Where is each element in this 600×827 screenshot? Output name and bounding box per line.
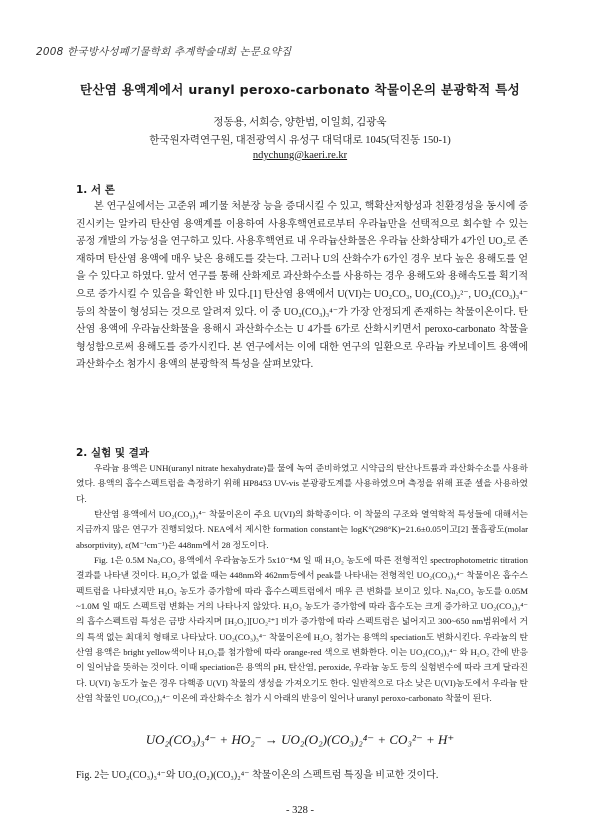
equation-text: UO₂(CO₃)₃⁴⁻ + HO₂⁻ → UO₂(O₂)(CO₃)₂⁴⁻ + CO₃²⁻ + H⁺ [145, 732, 455, 747]
affiliation: 한국원자력연구원, 대전광역시 유성구 대덕대로 1045(덕진동 150-1) [149, 135, 451, 146]
paper-title: 탄산염 용액계에서 uranyl peroxo-carbonato 착물이온의 분광학적 특성 [80, 82, 520, 97]
conference-header: 2008 한국방사성폐기물학회 추계학술대회 논문요약집 [36, 46, 292, 58]
fig2-caption-text [76, 766, 528, 781]
methods-paragraph-1: 우라늄 용액은 UNH(uranyl nitrate hexahydrate)를 물에 녹여 준비하였고 시약급의 탄산나트륨과 과산화수소를 사용하였다. 용액의 흡수스펙트럼을 측정하기 위해 HP8453 UV-vis 분광광도계를 사용하였으며 측정을 위해 표준 셀을 사용하였다. [76, 463, 528, 504]
intro-paragraph: 본 연구실에서는 고준위 폐기물 처분장 능을 증대시킬 수 있고, 핵확산저항성과 친환경성을 동시에 증진시키는 알카리 탄산염 용액계를 이용하여 사용후핵연료로부터 우라늄만을 선택적으로 회수할 수 있는 공정 개발의 가능성을 연구하고 있다. 사용후핵연료 내 우라늄산화물은 우라늄 산화상태가 4가인 UO₂로 존재하며 탄산염 용액에 매우 낮은 용해도를 갖는다. 그러나 U의 산화수가 6가인 경우 보다 높은 용해도를 얻을 수 있다고 하였다. 앞서 연구를 통해 산화제로 과산화수소를 사용하는 경우 용해도와 용해속도를 획기적으로 증가시킬 수 있음을 확인한 바 있다.[1] 탄산염 용액에서 U(VI)는 UO₂CO₃, UO₂(CO₃)₂²⁻, UO₂(CO₃)₃⁴⁻ 등의 착물이 형성되는 것으로 알려져 있다. 이 중 UO₂(CO₃)₃⁴⁻가 가장 안정되게 존재하는 착물이온이다. 탄산염 용액에 우라늄산화물을 용해시 과산화수소는 U 4가를 6가로 산화시키면서 peroxo-carbonato 착물을 형성함으로써 용해도를 증가시킨다. 본 연구에서는 이에 대한 연구의 일환으로 우라늄 카보네이트 용액에 과산화수소 첨가시 용액의 분광학적 특성을 살펴보았다. [76, 201, 528, 371]
methods-paragraph-2: 탄산염 용액에서 UO₂(CO₃)₃⁴⁻ 착물이온이 주요 U(VI)의 화학종이다. 이 착물의 구조와 열역학적 특성들에 대해서는 지금까지 많은 연구가 진행되었다. NEA에서 제시한 formation constant는 logK°(298°K)=21.6±0.05이고[2] 몰흡광도(molar absorptivity), ε(M⁻¹cm⁻¹)은 448nm에서 28 정도이다. [76, 509, 528, 550]
methods-paragraph-3: Fig. 1은 0.5M Na₂CO₃ 용액에서 우라늄농도가 5x10⁻⁴M 일 때 H₂O₂ 농도에 따른 전형적인 spectrophotometric titration 결과를 나타낸 것이다. H₂O₂가 없을 때는 448nm와 462nm등에서 peak를 나타내는 전형적인 UO₂(CO₃)₃⁴⁻ 착물이온 흡수스펙트럼을 나타냈지만 H₂O₂ 농도가 증가함에 따라 흡수스펙트럼에서 매우 큰 변화를 보이고 있다. Na₂CO₃ 농도를 0.05M ~1.0M 일 때도 스펙트럼 변화는 거의 나타나지 않았다. H₂O₂ 농도가 증가함에 따라 흡수도는 크게 증가하고 UO₂(CO₃)₃⁴⁻의 흡수스펙트럼 특성은 금방 사라지며 [H₂O₂][UO₂²⁺] 비가 증가함에 따라 스펙트럼은 넓어지고 300~650 nm범위에서 거의 특색 없는 최대치 형태로 나타났다. UO₂(CO₃)₃⁴⁻ 착물이온에 H₂O₂ 첨가는 용액의 speciation도 변화시킨다. 우라늄의 탄산염 용액은 bright yellow색이나 H₂O₂를 첨가함에 따라 orange-red 색으로 변화한다. 이는 UO₂(CO₃)₃⁴⁻ 와 H₂O₂ 간에 반응이 일어남을 뜻하는 것이다. 이때 speciation은 용액의 pH, 탄산염, peroxide, 우라늄 농도 등의 실험변수에 따라 크게 달라진다. U(VI) 농도가 높은 경우 다핵종 U(VI) 착물의 생성을 가져오기도 한다. 일반적으로 다소 낮은 U(VI)농도에서 우라늄 탄산염 착물인 UO₂(CO₃)₃⁴⁻ 이온에 과산화수소 첨가 시 아래의 반응이 일어나 uranyl peroxo-carbonato 착물이 된다. [76, 555, 528, 704]
page-number: - 328 - [286, 805, 314, 816]
author-email-link[interactable]: ndychung@kaeri.re.kr [252, 150, 348, 161]
methods-body [76, 461, 528, 707]
intro-body [76, 198, 528, 374]
methods-heading: 2. 실험 및 결과 [76, 447, 149, 459]
author-list: 정동용, 서희승, 양한범, 이일희, 김광욱 [213, 117, 387, 128]
fig2-text: Fig. 2는 UO₂(CO₃)₃⁴⁻와 UO₂(O₂)(CO₃)₂⁴⁻ 착물이온의 스펙트럼 특징을 비교한 것이다. [76, 770, 439, 781]
intro-heading: 1. 서 론 [76, 184, 115, 196]
reaction-equation [0, 732, 600, 748]
